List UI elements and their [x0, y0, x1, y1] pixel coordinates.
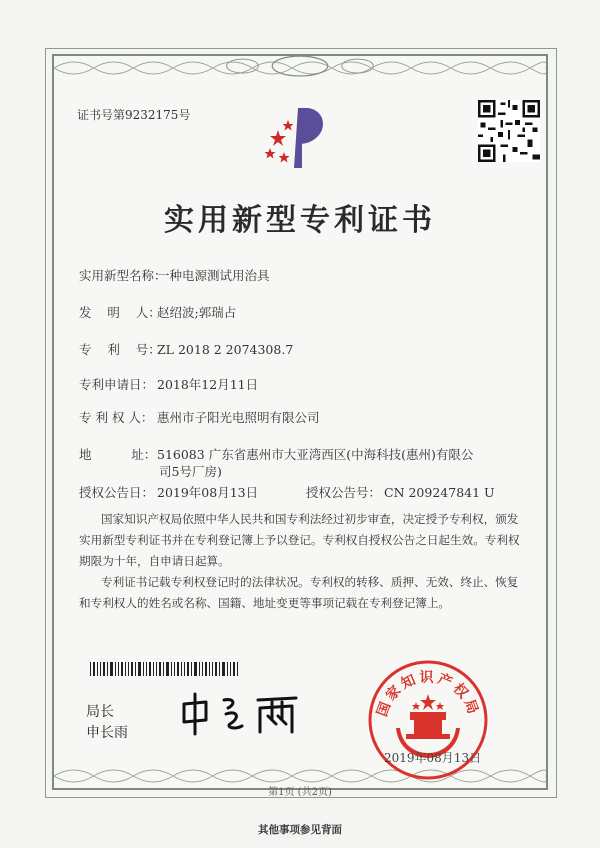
- page-number: 第1页 (共2页): [268, 787, 332, 798]
- field-label: 发 明 人：: [79, 305, 161, 320]
- director-name: 申长雨: [86, 725, 128, 741]
- field-value: 惠州市子阳光电照明有限公司: [157, 410, 320, 425]
- field-value: ZL 2018 2 2074308.7: [157, 342, 294, 357]
- seal-date: 2019年08月13日: [384, 751, 482, 765]
- field-label: 授权公告号：: [306, 485, 382, 500]
- address-line-2: 司5号厂房): [159, 464, 222, 479]
- address-row: [79, 445, 473, 463]
- field-value: 2019年08月13日: [157, 485, 259, 500]
- field-value: 516083 广东省惠州市大亚湾西区(中海科技(惠州)有限公: [157, 447, 474, 462]
- field-value: 赵绍波;郭瑞占: [157, 305, 237, 320]
- cnipa-logo: [258, 102, 330, 174]
- field-label: 地 址：: [79, 447, 157, 462]
- qr-code: [478, 100, 540, 162]
- reverse-side-note: 其他事项参见背面: [258, 824, 342, 836]
- field-label: 专利申请日：: [79, 377, 155, 392]
- patent-number-row: [79, 340, 293, 358]
- field-value: 一种电源测试用治具: [157, 268, 270, 283]
- grant-date-row: [79, 483, 258, 501]
- page-title: 实用新型专利证书: [164, 203, 436, 238]
- field-label: 专 利 权 人：: [79, 410, 154, 425]
- field-label: 专 利 号：: [79, 342, 161, 357]
- seal-text: 国家知识产权局: [374, 670, 482, 719]
- patentee-row: [79, 408, 320, 426]
- top-ornament: [54, 54, 546, 82]
- field-value: 2018年12月11日: [157, 377, 259, 392]
- barcode: [90, 662, 240, 676]
- grant-statement: 国家知识产权局依照中华人民共和国专利法经过初步审查，决定授予专利权，颁发实用新型专利证书并在专利登记簿上予以登记。专利权自授权公告之日起生效。专利权期限为十年，自申请日起算。: [79, 512, 520, 568]
- field-label: 实用新型名称：: [79, 268, 167, 283]
- utility-model-name-row: [79, 266, 270, 284]
- certificate-number: 证书号第9232175号: [77, 108, 191, 122]
- legal-status-statement: 专利证书记载专利权登记时的法律状况。专利权的转移、质押、无效、终止、恢复和专利权人的姓名或名称、国籍、地址变更等事项记载在专利登记簿上。: [79, 575, 519, 610]
- field-value: CN 209247841 U: [384, 485, 495, 500]
- director-title: 局长: [86, 704, 114, 720]
- field-label: 授权公告日：: [79, 485, 155, 500]
- inventor-row: [79, 303, 236, 321]
- grant-number-row: [306, 483, 495, 501]
- application-date-row: [79, 375, 258, 393]
- director-signature: [176, 690, 326, 736]
